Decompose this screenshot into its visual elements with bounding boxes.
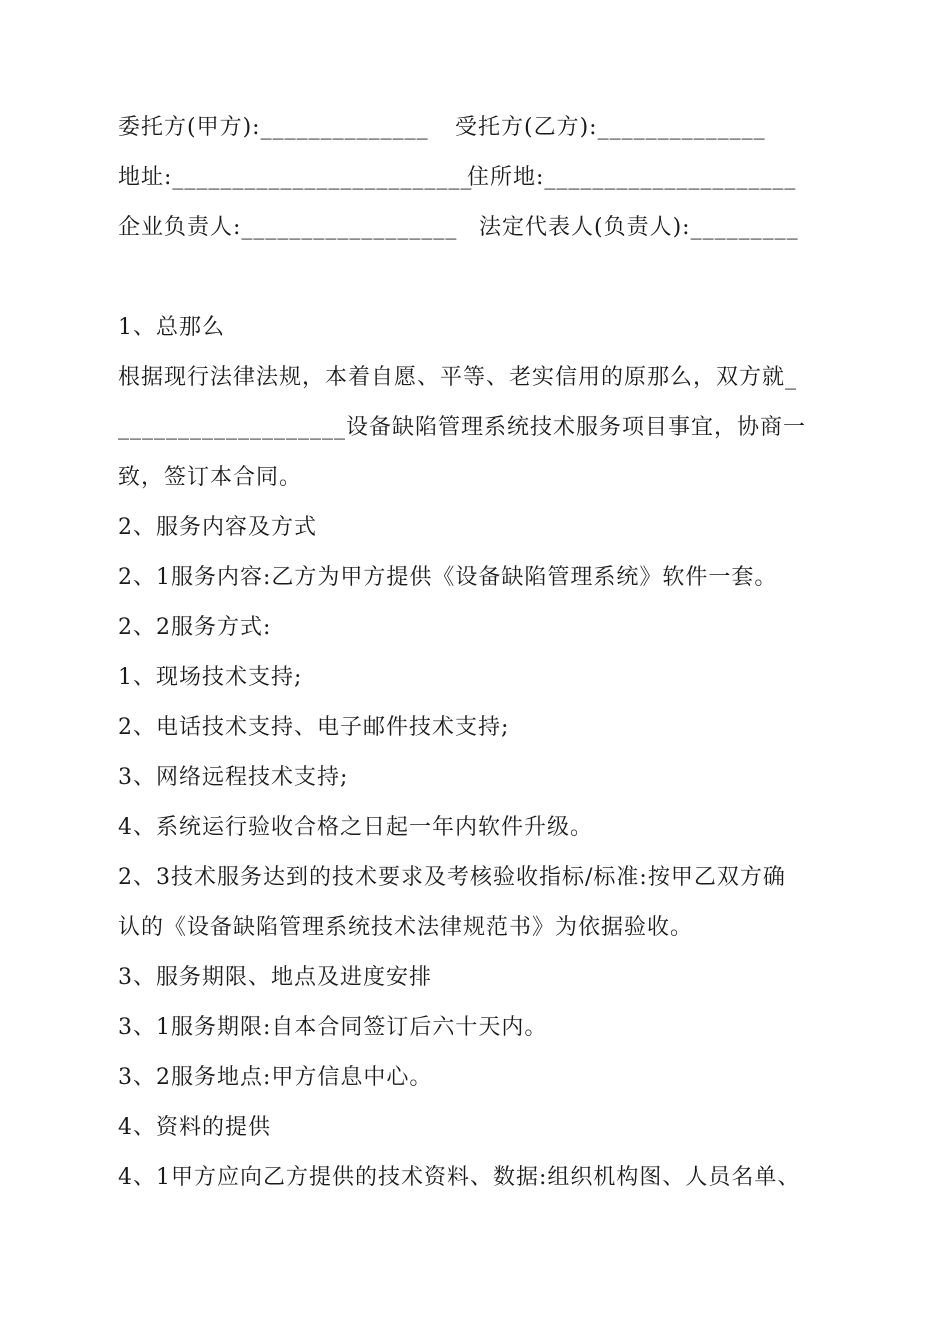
clause-line: 2、2服务方式: xyxy=(118,615,272,640)
client-field: 委托方(甲方):______________ xyxy=(118,115,429,140)
list-item: 2、电话技术支持、电子邮件技术支持; xyxy=(118,715,510,740)
enterprise-head-field: 企业负责人:__________________ xyxy=(118,215,458,240)
section-heading-service: 2、服务内容及方式 xyxy=(118,515,317,540)
section-heading-general: 1、总那么 xyxy=(118,315,225,340)
paragraph-line: ___________________设备缺陷管理系统技术服务项目事宜，协商一 xyxy=(118,415,807,440)
paragraph-line: 根据现行法律法规，本着自愿、平等、老实信用的原那么，双方就_ xyxy=(118,365,798,390)
clause-line: 认的《设备缺陷管理系统技术法律规范书》为依据验收。 xyxy=(118,915,694,940)
list-item: 4、系统运行验收合格之日起一年内软件升级。 xyxy=(118,815,593,840)
address-field: 地址:_________________________ xyxy=(118,165,473,190)
clause-line: 2、3技术服务达到的技术要求及考核验收指标/标准:按甲乙双方确 xyxy=(118,865,786,890)
legal-representative-field: 法定代表人(负责人):_________ xyxy=(479,215,799,240)
paragraph-line: 致，签订本合同。 xyxy=(118,465,303,490)
section-heading-materials: 4、资料的提供 xyxy=(118,1115,271,1140)
clause-line: 2、1服务内容:乙方为甲方提供《设备缺陷管理系统》软件一套。 xyxy=(118,565,778,590)
residence-field: 住所地:_____________________ xyxy=(467,165,797,190)
contractor-field: 受托方(乙方):______________ xyxy=(455,115,766,140)
section-heading-term: 3、服务期限、地点及进度安排 xyxy=(118,965,432,990)
clause-line: 3、2服务地点:甲方信息中心。 xyxy=(118,1065,433,1090)
clause-line: 4、1甲方应向乙方提供的技术资料、数据:组织机构图、人员名单、 xyxy=(118,1165,801,1190)
clause-line: 3、1服务期限:自本合同签订后六十天内。 xyxy=(118,1015,548,1040)
list-item: 3、网络远程技术支持; xyxy=(118,765,349,790)
list-item: 1、现场技术支持; xyxy=(118,665,303,690)
